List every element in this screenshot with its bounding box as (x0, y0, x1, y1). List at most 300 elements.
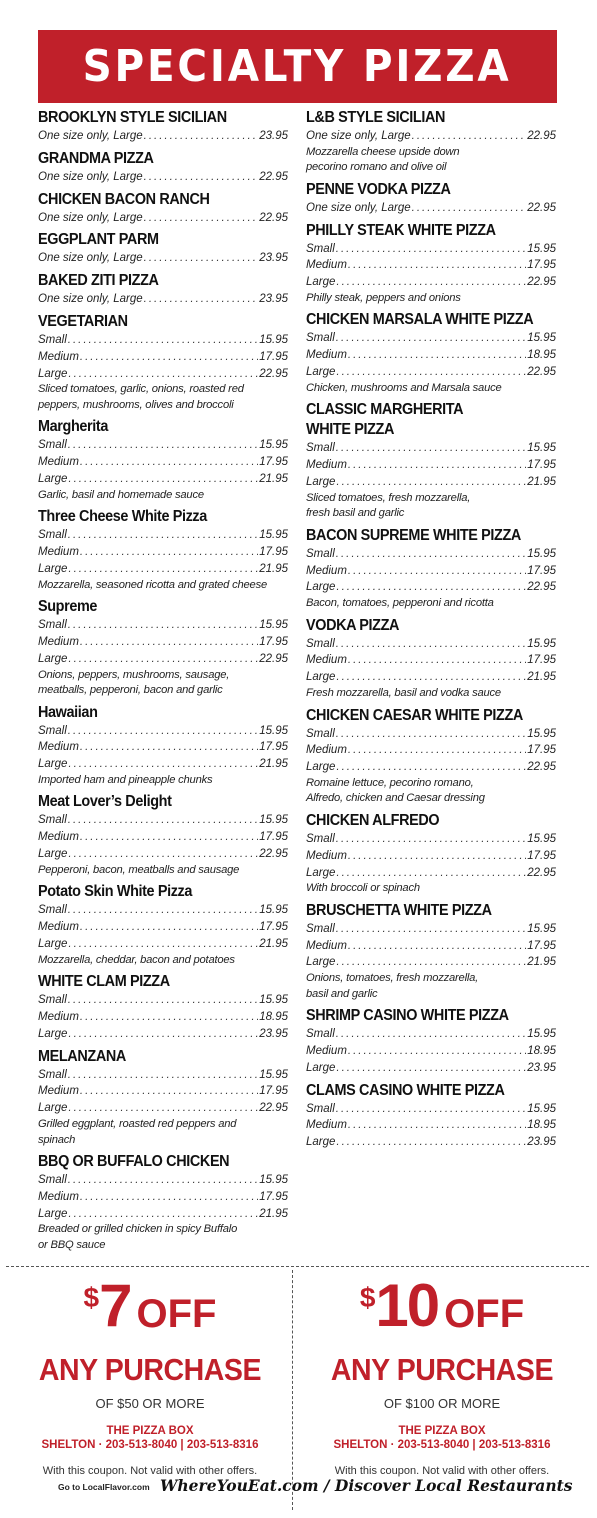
price-value: 21.95 (259, 562, 288, 575)
size-label: Small (306, 332, 335, 345)
menu-item-name: SHRIMP CASINO WHITE PIZZA (306, 1007, 509, 1025)
page-title: SPECIALTY PIZZA (83, 41, 512, 92)
dot-leader (68, 527, 258, 544)
price-row (38, 169, 288, 186)
price-value: 15.95 (527, 1102, 556, 1115)
price-value: 15.95 (259, 1068, 288, 1081)
menu-item-description: Alfredo, chicken and Caesar dressing (306, 792, 485, 805)
dot-leader (348, 257, 526, 274)
price-value: 18.95 (527, 1119, 556, 1132)
menu-item-name: BROOKLYN STYLE SICILIAN (38, 109, 227, 126)
dot-leader (348, 938, 526, 955)
menu-item-description: Sliced tomatoes, garlic, onions, roasted red (38, 383, 244, 396)
menu-item-description: Sliced tomatoes, fresh mozzarella, (306, 491, 471, 504)
size-label: Large (306, 276, 336, 289)
dot-leader (336, 1060, 526, 1077)
menu-item-name: EGGPLANT PARM (38, 231, 159, 249)
price-row (306, 274, 556, 291)
menu-item-description: Mozzarella cheese upside down (306, 145, 460, 158)
size-label: Small (306, 1028, 335, 1041)
menu-item (306, 1006, 556, 1076)
coupon-amount: $ 10 OFF (359, 1272, 525, 1339)
dot-leader (336, 759, 526, 776)
price-row (38, 291, 288, 308)
price-row (38, 1172, 288, 1189)
price-row (306, 474, 556, 491)
menu-item-description: Mozzarella, seasoned ricotta and grated cheese (38, 578, 267, 591)
dot-leader (336, 474, 526, 491)
coupon-disclaimer: With this coupon. Not valid with other offers. (42, 1465, 258, 1477)
price-row (38, 1083, 288, 1100)
price-value: 15.95 (259, 1174, 288, 1186)
dot-leader (336, 921, 526, 938)
dot-leader (348, 848, 526, 865)
size-label: Large (306, 1136, 336, 1149)
price-value: 15.95 (527, 547, 556, 560)
price-value: 17.95 (259, 456, 288, 469)
dot-leader (336, 865, 526, 882)
dot-leader (68, 471, 258, 488)
coupon-phones: SHELTON · 203-513-8040 | 203-513-8316 (41, 1439, 259, 1451)
price-row (38, 634, 288, 651)
dot-leader (68, 902, 258, 919)
price-value: 18.95 (259, 1011, 288, 1024)
size-label: Large (306, 366, 336, 379)
menu-item (306, 616, 556, 702)
size-label: Medium (38, 1085, 79, 1098)
coupon-disclaimer: With this coupon. Not valid with other offers. (334, 1465, 550, 1477)
size-label: Large (38, 1207, 68, 1220)
price-row (306, 457, 556, 474)
menu-item-name: WHITE PIZZA (306, 421, 395, 439)
price-value: 17.95 (259, 350, 288, 363)
menu-item-name: CLASSIC MARGHERITA (306, 401, 464, 419)
dot-leader (68, 936, 258, 953)
coupon-phones: SHELTON · 203-513-8040 | 203-513-8316 (333, 1439, 551, 1451)
price-row (306, 1101, 556, 1118)
price-row (38, 366, 288, 383)
price-row (306, 1026, 556, 1043)
menu-item-description: Bacon, tomatoes, pepperoni and ricotta (306, 597, 494, 610)
price-value: 15.95 (527, 832, 556, 845)
price-value: 22.95 (259, 170, 288, 183)
menu-item-name: BRUSCHETTA WHITE PIZZA (306, 901, 492, 919)
menu-item-description: spinach (38, 1133, 76, 1146)
size-label: Large (38, 848, 68, 861)
dot-leader (80, 829, 258, 846)
dot-leader (412, 128, 527, 145)
dot-leader (68, 437, 258, 454)
menu-item-name: CHICKEN BACON RANCH (38, 190, 210, 208)
price-value: 15.95 (527, 922, 556, 935)
dot-leader (80, 1009, 258, 1026)
size-label: Medium (306, 564, 347, 577)
menu-item-description: Romaine lettuce, pecorino romano, (306, 776, 474, 789)
size-label: Large (38, 367, 68, 380)
menu-item-description: Garlic, basil and homemade sauce (38, 488, 204, 501)
price-value: 17.95 (527, 744, 556, 757)
price-row (38, 1009, 288, 1026)
size-label: Medium (306, 1119, 347, 1132)
price-value: 15.95 (259, 439, 288, 452)
dot-leader (144, 250, 259, 267)
price-value: 15.95 (259, 724, 288, 737)
price-value: 22.95 (259, 1102, 288, 1115)
coupon-amount: $ 7 OFF (83, 1272, 217, 1339)
price-row (306, 921, 556, 938)
size-label: Medium (306, 849, 347, 862)
size-label: Medium (306, 1045, 347, 1058)
dot-leader (68, 846, 258, 863)
price-value: 17.95 (259, 831, 288, 844)
price-value: 22.95 (527, 201, 556, 214)
dot-leader (336, 831, 526, 848)
price-value: 17.95 (527, 849, 556, 862)
size-label: Large (38, 1102, 68, 1115)
size-label: Large (38, 472, 68, 485)
size-label: Small (38, 904, 67, 917)
coupon-fine-print: Go to LocalFlavor.com (58, 1482, 150, 1492)
menu-item-name: L&B STYLE SICILIAN (306, 109, 446, 126)
dot-leader (336, 364, 526, 381)
menu-item-description: Mozzarella, cheddar, bacon and potatoes (38, 953, 235, 966)
size-label: Medium (38, 921, 79, 934)
price-row (306, 865, 556, 882)
dot-leader (348, 1117, 526, 1134)
dot-leader (336, 330, 526, 347)
size-label: Large (306, 866, 336, 879)
menu-item (38, 108, 288, 145)
price-row (306, 440, 556, 457)
menu-item-name: MELANZANA (38, 1047, 126, 1065)
price-row (38, 349, 288, 366)
dot-leader (348, 457, 526, 474)
dot-leader (336, 669, 526, 686)
dot-leader (68, 756, 258, 773)
size-label: Small (38, 814, 67, 827)
price-row (38, 527, 288, 544)
menu-item-description: Pepperoni, bacon, meatballs and sausage (38, 863, 240, 876)
menu-item-description: meatballs, pepperoni, bacon and garlic (38, 684, 223, 697)
size-label: Medium (38, 546, 79, 559)
size-label: Large (306, 581, 336, 594)
price-value: 21.95 (259, 758, 288, 771)
menu-item (306, 1081, 556, 1151)
menu-item-name: Hawaiian (38, 703, 98, 721)
price-row (306, 1117, 556, 1134)
price-row (306, 742, 556, 759)
price-row (306, 726, 556, 743)
coupon-business: THE PIZZA BOX (398, 1425, 486, 1437)
dot-leader (336, 274, 526, 291)
dot-leader (68, 1206, 258, 1223)
dot-leader (336, 579, 526, 596)
price-value: 21.95 (527, 956, 556, 969)
price-row (306, 128, 556, 145)
price-value: 17.95 (259, 635, 288, 648)
price-row (306, 347, 556, 364)
price-value: 21.95 (259, 937, 288, 950)
price-value: 15.95 (259, 529, 288, 542)
dot-leader (336, 241, 526, 258)
coupon-headline: ANY PURCHASE (330, 1352, 554, 1387)
dot-leader (336, 1101, 526, 1118)
dot-leader (68, 617, 258, 634)
size-label: One size only, Large (38, 252, 143, 265)
price-row (306, 257, 556, 274)
dot-leader (68, 332, 258, 349)
price-row (306, 954, 556, 971)
price-value: 15.95 (259, 333, 288, 346)
price-row (306, 364, 556, 381)
menu-item (306, 811, 556, 897)
menu-item (38, 149, 288, 186)
size-label: Medium (38, 741, 79, 754)
menu-item-description: Fresh mozzarella, basil and vodka sauce (306, 687, 501, 700)
price-row (306, 848, 556, 865)
price-value: 18.95 (527, 1045, 556, 1058)
menu-item (38, 1047, 288, 1148)
dot-leader (144, 291, 259, 308)
dot-leader (80, 919, 258, 936)
price-row (38, 128, 288, 145)
dot-leader (68, 812, 258, 829)
price-row (38, 561, 288, 578)
price-row (306, 759, 556, 776)
dot-leader (68, 366, 258, 383)
menu-item (306, 706, 556, 807)
price-value: 22.95 (259, 367, 288, 380)
coupon-right (298, 1272, 586, 1477)
size-label: Small (38, 333, 67, 346)
price-row (38, 544, 288, 561)
price-row (306, 1134, 556, 1151)
menu-item (38, 1152, 288, 1253)
dot-leader (348, 742, 526, 759)
price-value: 15.95 (259, 619, 288, 632)
price-value: 17.95 (527, 654, 556, 667)
dot-leader (68, 1100, 258, 1117)
price-value: 15.95 (527, 637, 556, 650)
price-row (38, 936, 288, 953)
size-label: Large (306, 671, 336, 684)
coupon-left (6, 1272, 294, 1477)
menu-item-name: CHICKEN MARSALA WHITE PIZZA (306, 311, 534, 329)
dot-leader (336, 954, 526, 971)
price-row (38, 992, 288, 1009)
price-value: 21.95 (527, 475, 556, 488)
menu-item (306, 901, 556, 1002)
size-label: Small (306, 442, 335, 455)
dot-leader (80, 1083, 258, 1100)
price-row (306, 938, 556, 955)
size-label: Medium (306, 654, 347, 667)
price-value: 22.95 (527, 866, 556, 879)
size-label: Small (38, 1174, 67, 1186)
dot-leader (336, 636, 526, 653)
price-row (306, 563, 556, 580)
menu-item-description: Grilled eggplant, roasted red peppers and (38, 1118, 237, 1130)
price-value: 22.95 (527, 581, 556, 594)
menu-item-description: fresh basil and garlic (306, 507, 405, 520)
price-value: 17.95 (527, 459, 556, 472)
price-value: 17.95 (259, 546, 288, 559)
menu-item-name: BACON SUPREME WHITE PIZZA (306, 526, 521, 544)
price-row (38, 471, 288, 488)
menu-item-name: PENNE VODKA PIZZA (306, 180, 451, 198)
price-value: 17.95 (527, 939, 556, 952)
size-label: Small (38, 439, 67, 452)
price-row (38, 846, 288, 863)
size-label: Large (38, 562, 68, 575)
price-row (38, 210, 288, 227)
price-value: 21.95 (527, 671, 556, 684)
price-row (306, 669, 556, 686)
price-value: 23.95 (259, 252, 288, 265)
menu-item (38, 190, 288, 227)
watermark: WhereYouEat.com / Discover Local Restaurants (160, 1476, 573, 1495)
dot-leader (80, 349, 258, 366)
menu-item (306, 180, 556, 217)
size-label: Large (306, 761, 336, 774)
price-row (38, 332, 288, 349)
price-value: 23.95 (527, 1061, 556, 1074)
menu-item-name: PHILLY STEAK WHITE PIZZA (306, 221, 496, 239)
menu-item (38, 972, 288, 1042)
menu-item (38, 703, 288, 789)
size-label: One size only, Large (38, 293, 143, 306)
menu-item-description: or BBQ sauce (38, 1238, 106, 1251)
dot-leader (348, 1043, 526, 1060)
price-row (38, 723, 288, 740)
size-label: Medium (38, 456, 79, 469)
menu-item-name: Three Cheese White Pizza (38, 508, 207, 526)
price-value: 15.95 (259, 814, 288, 827)
dot-leader (144, 128, 259, 145)
price-value: 15.95 (527, 1028, 556, 1041)
menu-item (38, 507, 288, 593)
price-row (306, 1043, 556, 1060)
size-label: Large (38, 758, 68, 771)
price-row (38, 1026, 288, 1043)
size-label: Medium (38, 350, 79, 363)
size-label: Medium (306, 939, 347, 952)
price-value: 18.95 (527, 349, 556, 362)
dot-leader (336, 726, 526, 743)
menu-item-name: Supreme (38, 598, 98, 616)
coupon-headline: ANY PURCHASE (38, 1352, 262, 1387)
price-value: 22.95 (527, 276, 556, 289)
menu-item-name: Margherita (38, 418, 108, 436)
price-row (38, 1206, 288, 1223)
size-label: Large (38, 937, 68, 950)
menu-column-left (38, 108, 288, 1257)
price-row (306, 546, 556, 563)
price-value: 21.95 (259, 472, 288, 485)
menu-item (306, 400, 556, 521)
price-value: 15.95 (527, 242, 556, 255)
coupon-minimum: OF $50 OR MORE (95, 1396, 205, 1411)
price-value: 15.95 (259, 994, 288, 1007)
dot-leader (80, 544, 258, 561)
size-label: Medium (306, 744, 347, 757)
price-value: 22.95 (527, 366, 556, 379)
size-label: One size only, Large (306, 130, 411, 142)
menu-item (38, 417, 288, 503)
menu-item (38, 597, 288, 698)
dot-leader (336, 440, 526, 457)
menu-item (306, 310, 556, 396)
price-row (306, 241, 556, 258)
size-label: Small (306, 922, 335, 935)
menu-column-right (306, 108, 556, 1155)
size-label: Medium (38, 1011, 79, 1024)
menu-item-description: basil and garlic (306, 987, 378, 1000)
price-row (38, 454, 288, 471)
menu-item-description: With broccoli or spinach (306, 882, 420, 895)
dot-leader (80, 1189, 258, 1206)
price-value: 17.95 (259, 921, 288, 934)
dot-leader (336, 1134, 526, 1151)
size-label: Large (38, 652, 68, 665)
price-row (38, 756, 288, 773)
dot-leader (80, 454, 258, 471)
price-row (306, 579, 556, 596)
size-label: Medium (38, 635, 79, 648)
size-label: Large (306, 475, 336, 488)
dot-leader (348, 652, 526, 669)
price-value: 17.95 (259, 741, 288, 754)
menu-item-name: CHICKEN ALFREDO (306, 811, 440, 829)
size-label: Large (306, 1061, 336, 1074)
price-row (306, 1060, 556, 1077)
price-row (38, 919, 288, 936)
dot-leader (68, 1067, 258, 1084)
menu-item-description: peppers, mushrooms, olives and broccoli (38, 398, 234, 411)
menu-item-description: Imported ham and pineapple chunks (38, 773, 213, 786)
dot-leader (348, 347, 526, 364)
dot-leader (68, 1172, 258, 1189)
coupon-minimum: OF $100 OR MORE (383, 1396, 501, 1411)
dot-leader (144, 169, 259, 186)
size-label: Small (38, 724, 67, 737)
size-label: One size only, Large (306, 201, 411, 214)
price-value: 17.95 (259, 1190, 288, 1203)
price-row (306, 636, 556, 653)
dot-leader (336, 1026, 526, 1043)
menu-item-description: Onions, peppers, mushrooms, sausage, (38, 668, 230, 681)
price-value: 23.95 (259, 293, 288, 306)
menu-item-name: BAKED ZITI PIZZA (38, 272, 159, 290)
menu-item-name: GRANDMA PIZZA (38, 149, 154, 167)
menu-item-name: CHICKEN CAESAR WHITE PIZZA (306, 706, 523, 724)
size-label: Small (306, 637, 335, 650)
menu-item-description: Breaded or grilled chicken in spicy Buffalo (38, 1223, 238, 1236)
dot-leader (68, 1026, 258, 1043)
header-banner (38, 30, 557, 103)
menu-item (306, 108, 556, 176)
menu-item (38, 230, 288, 267)
menu-item (306, 221, 556, 307)
price-row (38, 437, 288, 454)
menu-item-description: Chicken, mushrooms and Marsala sauce (306, 381, 502, 394)
price-value: 22.95 (259, 211, 288, 224)
price-row (38, 1067, 288, 1084)
size-label: One size only, Large (38, 170, 143, 183)
menu-item-description: pecorino romano and olive oil (306, 161, 447, 174)
price-row (38, 250, 288, 267)
menu-item (38, 312, 288, 413)
